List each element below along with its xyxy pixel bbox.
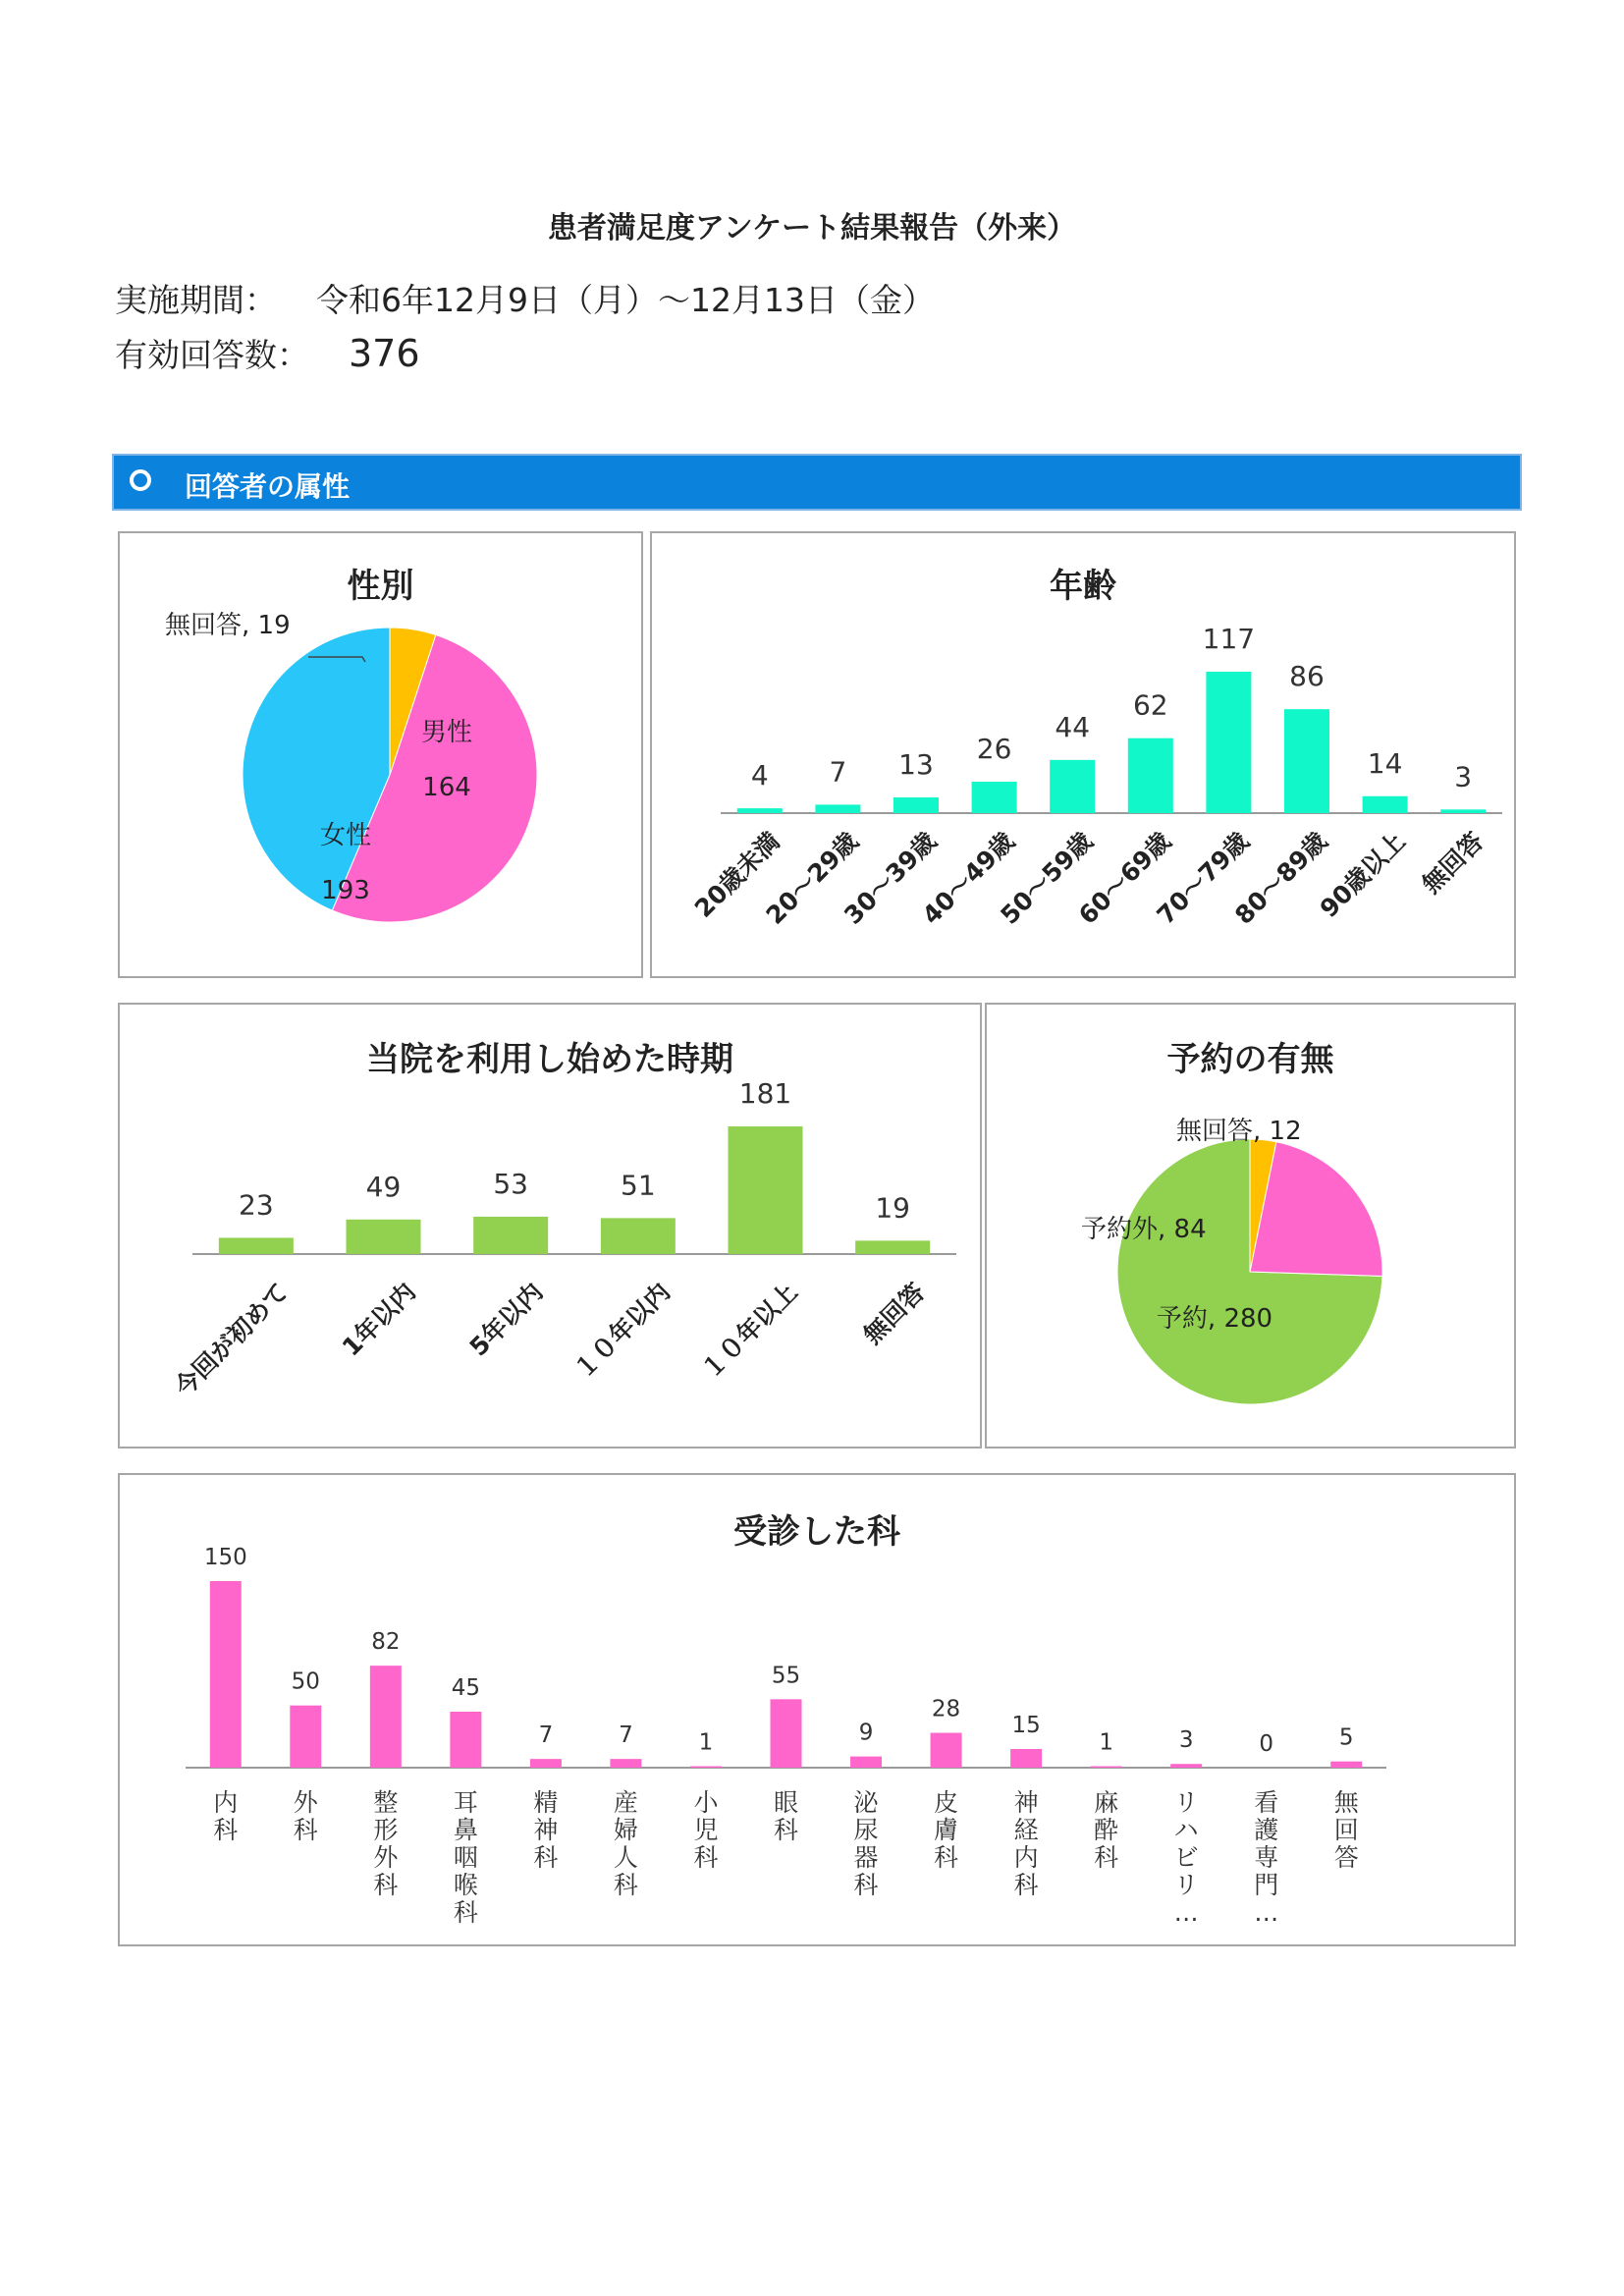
reservation-chart-title: 予約の有無 (1166, 1040, 1334, 1079)
bar (1091, 1767, 1122, 1769)
category-label-char: 科 (453, 1898, 478, 1927)
category-label-char: 科 (1013, 1871, 1039, 1899)
category-label: 20歳未満 (688, 826, 786, 923)
category-label-char: 科 (1094, 1843, 1119, 1872)
category-label-char: 科 (773, 1816, 799, 1844)
bar (972, 782, 1017, 813)
data-label: 7 (538, 1722, 554, 1749)
category-label-char: 科 (373, 1871, 399, 1899)
category-label-char: 無 (1333, 1788, 1359, 1817)
category-label-char: 人 (613, 1843, 638, 1872)
category-label-char: 婦 (613, 1816, 638, 1844)
usage-chart-panel (118, 1003, 982, 1449)
bar (1010, 1749, 1042, 1768)
category-label: 5年以内 (463, 1277, 549, 1362)
period-value: 令和6年12月9日（月）～12月13日（金） (316, 281, 935, 319)
bar (601, 1218, 676, 1254)
category-label-char: 小 (693, 1788, 719, 1817)
category-label-char: 鼻 (453, 1816, 478, 1844)
bar (1363, 796, 1408, 813)
category-label-char: 経 (1013, 1816, 1039, 1844)
category-label-char: 科 (853, 1871, 879, 1899)
category-label-char: 専 (1254, 1843, 1279, 1872)
category-label: 90歳以上 (1314, 826, 1411, 923)
category-label-char: 産 (613, 1788, 638, 1817)
category-label-char: 喉 (453, 1871, 478, 1899)
document-title: 患者満足度アンケート結果報告（外来） (547, 211, 1077, 246)
category-label: 60～69歳 (1072, 826, 1177, 930)
category-label: 無回答 (1416, 826, 1489, 900)
data-label: 13 (898, 748, 934, 781)
pie-label: 無回答, 12 (1176, 1117, 1302, 1146)
data-label: 15 (1011, 1713, 1041, 1738)
category-label-char: 科 (613, 1871, 638, 1899)
category-label-char: ビ (1173, 1843, 1199, 1872)
data-label: 7 (829, 755, 847, 789)
category-label-char: 尿 (853, 1816, 879, 1844)
category-label-char: 外 (373, 1843, 399, 1872)
category-label-char: 看 (1254, 1788, 1279, 1817)
bar (370, 1666, 402, 1768)
reservation-chart-panel (985, 1003, 1516, 1449)
category-label-char: 内 (213, 1788, 239, 1817)
data-label: 45 (451, 1675, 481, 1701)
category-label: 70～79歳 (1151, 826, 1255, 930)
data-label: 5 (1338, 1724, 1354, 1751)
data-label: 19 (875, 1191, 910, 1225)
category-label-char: 咽 (453, 1843, 478, 1872)
data-label: 1 (698, 1729, 714, 1756)
category-label-char: 科 (533, 1843, 559, 1872)
category-label: １０年以上 (695, 1277, 803, 1385)
gender-chart-title: 性別 (347, 567, 414, 606)
gender-chart-panel (118, 531, 643, 978)
category-label-char: 児 (693, 1816, 719, 1844)
data-label: 50 (291, 1668, 320, 1695)
category-label-char: 精 (533, 1788, 559, 1817)
bar (771, 1699, 802, 1768)
valid-responses (115, 330, 420, 376)
category-label: 50～59歳 (995, 826, 1099, 930)
data-label: 3 (1178, 1727, 1194, 1754)
responses-value: 376 (349, 332, 420, 375)
category-label-char: 眼 (773, 1788, 799, 1817)
pie-label-name: 男性 (420, 718, 473, 747)
bar (1206, 672, 1251, 813)
section-title: 回答者の属性 (185, 470, 351, 503)
category-label-char: 形 (373, 1816, 399, 1844)
data-label: 28 (931, 1696, 961, 1722)
category-label: 無回答 (857, 1277, 931, 1350)
bar (850, 1757, 882, 1768)
bar (1330, 1762, 1362, 1768)
category-label-char: … (1254, 1898, 1279, 1927)
bar (931, 1733, 962, 1768)
data-label: 49 (365, 1170, 402, 1203)
bar (347, 1220, 421, 1254)
category-label-char: リ (1173, 1788, 1199, 1817)
category-label-char: 神 (533, 1816, 559, 1844)
data-label: 23 (239, 1188, 274, 1222)
category-label-char: 外 (293, 1788, 318, 1817)
category-label: 1年以内 (336, 1277, 421, 1362)
pie-label-name: 女性 (319, 821, 372, 850)
category-label-char: 科 (934, 1843, 959, 1872)
section-header (112, 454, 1522, 511)
period-label: 実施期間： (115, 281, 277, 319)
department-chart-panel (118, 1473, 1516, 1946)
category-label-char: 膚 (934, 1816, 959, 1844)
category-label-char: 答 (1333, 1843, 1359, 1872)
age-chart-title: 年齢 (1050, 567, 1116, 606)
category-label-char: 回 (1333, 1816, 1359, 1844)
bar (219, 1237, 294, 1254)
age-chart-panel (650, 531, 1516, 978)
category-label-char: 科 (293, 1816, 318, 1844)
bar (1284, 709, 1329, 813)
bar (690, 1767, 722, 1769)
category-label: 今回が初めて (169, 1277, 295, 1402)
category-label-char: 整 (373, 1788, 399, 1817)
data-label: 26 (976, 733, 1012, 765)
data-label: 62 (1132, 688, 1168, 722)
bar (729, 1126, 803, 1254)
bar (450, 1712, 481, 1768)
bar (1440, 809, 1486, 813)
bar (210, 1581, 242, 1768)
data-label: 181 (738, 1077, 792, 1110)
bar (855, 1240, 930, 1254)
category-label-char: 科 (693, 1843, 719, 1872)
bar (473, 1217, 548, 1254)
category-label: 20～29歳 (760, 826, 864, 930)
category-label-char: 護 (1254, 1816, 1279, 1844)
category-label-char: 皮 (934, 1788, 959, 1817)
category-label-char: ハ (1173, 1816, 1199, 1844)
category-label: １０年以内 (568, 1277, 677, 1385)
category-label-char: 門 (1254, 1871, 1279, 1899)
pie-label: 無回答, 19 (165, 611, 291, 640)
category-label: 30～39歳 (839, 826, 943, 930)
category-label-char: 酔 (1094, 1816, 1119, 1844)
bar (737, 808, 783, 813)
data-label: 55 (771, 1663, 801, 1689)
category-label-char: 麻 (1094, 1788, 1119, 1817)
data-label: 3 (1454, 760, 1473, 793)
category-label-char: 器 (853, 1843, 879, 1872)
bar (815, 804, 860, 813)
pie-label-value: 193 (321, 876, 370, 905)
usage-chart-title: 当院を利用し始めた時期 (366, 1040, 733, 1079)
pie-label: 予約外, 84 (1081, 1215, 1207, 1244)
bar (610, 1759, 641, 1768)
category-label-char: … (1173, 1898, 1199, 1927)
data-label: 53 (493, 1167, 528, 1200)
bar (1128, 738, 1173, 813)
bar (893, 797, 939, 813)
bar (1050, 760, 1095, 813)
data-label: 117 (1202, 623, 1256, 655)
pie-label: 予約, 280 (1156, 1304, 1273, 1334)
category-label-char: 耳 (453, 1788, 478, 1817)
data-label: 86 (1289, 660, 1325, 693)
bar (290, 1706, 321, 1768)
data-label: 44 (1055, 710, 1091, 743)
data-label: 4 (750, 759, 769, 793)
responses-label: 有効回答数： (115, 336, 309, 374)
category-label-char: 神 (1013, 1788, 1039, 1817)
category-label-char: 泌 (853, 1788, 879, 1817)
department-chart-title: 受診した科 (733, 1512, 900, 1552)
circle-icon (130, 469, 151, 491)
category-label: 40～49歳 (916, 826, 1020, 930)
bar (1170, 1764, 1202, 1768)
category-label-char: 内 (1013, 1843, 1039, 1872)
data-label: 0 (1259, 1731, 1274, 1757)
survey-period (115, 275, 935, 321)
category-label-char: 科 (213, 1816, 239, 1844)
pie-label-value: 164 (422, 773, 471, 802)
data-label: 14 (1367, 746, 1403, 780)
category-label-char: リ (1173, 1871, 1199, 1899)
data-label: 7 (619, 1722, 633, 1749)
category-label: 80～89歳 (1229, 826, 1333, 930)
data-label: 9 (858, 1720, 874, 1746)
data-label: 82 (371, 1629, 401, 1656)
bar (530, 1759, 562, 1768)
data-label: 150 (203, 1545, 247, 1570)
data-label: 51 (621, 1169, 656, 1202)
data-label: 1 (1099, 1729, 1113, 1756)
